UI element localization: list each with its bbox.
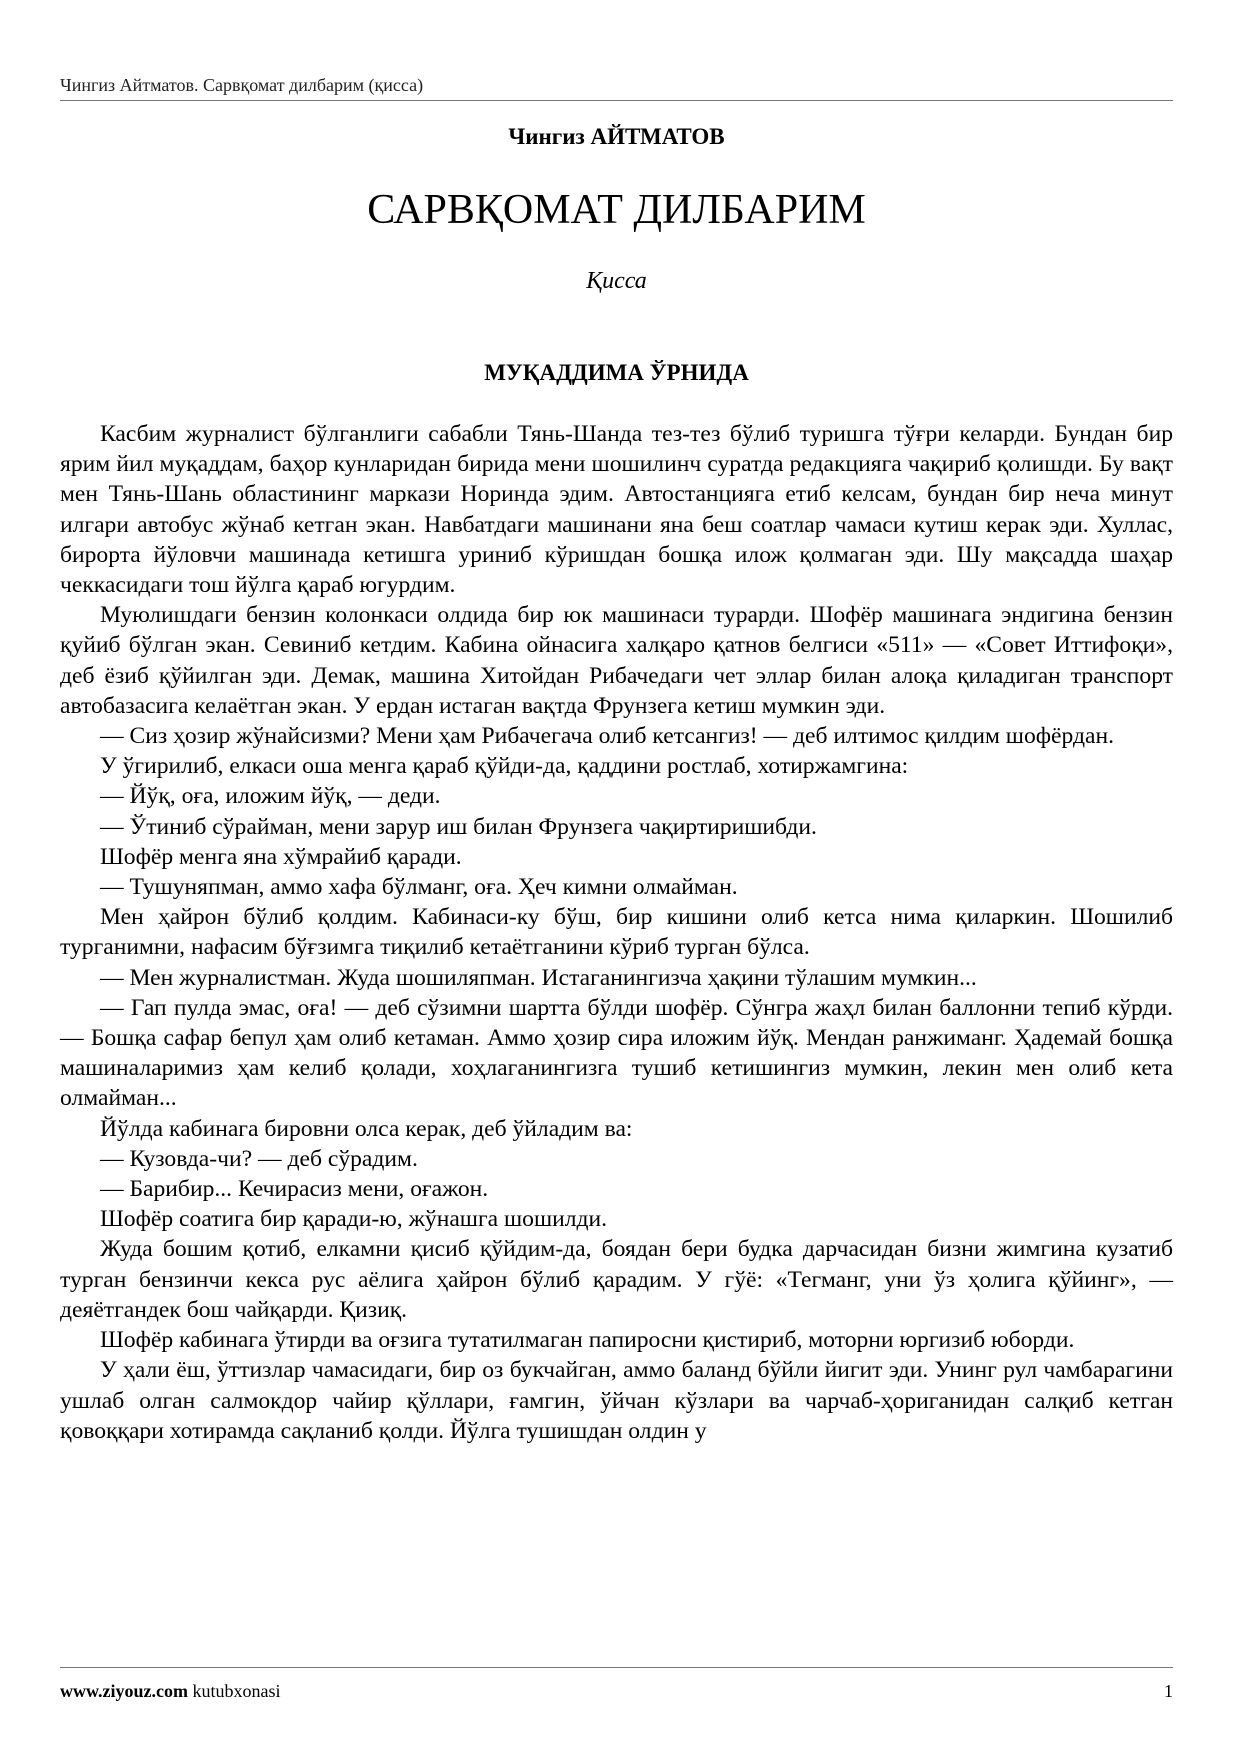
page-number: 1 (1164, 1681, 1173, 1701)
paragraph: Йўлда кабинага бировни олса керак, деб ўйладим ва: (100, 1115, 633, 1142)
paragraph: Мен ҳайрон бўлиб қолдим. Кабинаси-ку бўш, бир кишини олиб кетса нима қиларкин. Шошилиб турганимни, нафасим бўғзимга тиқилиб кетаётганини кўриб турган бўлса. (60, 904, 1173, 961)
footer-library-label: kutubxonasi (192, 1681, 281, 1701)
paragraph: Шофёр кабинага ўтирди ва оғзига тутатилмаган папиросни қистириб, моторни юргизиб юборди. (100, 1327, 1075, 1354)
running-header: Чингиз Айтматов. Сарвқомат дилбарим (қисса) (60, 75, 424, 95)
paragraph: — Гап пулда эмас, оға! — деб сўзимни шартта бўлди шофёр. Сўнгра жаҳл билан баллонни тепиб кўрди. — Бошқа сафар бепул ҳам олиб кетаман. Аммо ҳозир сира иложим йўқ. Мендан ранжиманг. Ҳадемай бошқа машиналаримиз ҳам келиб қолади, хоҳлаганингизга тушиб кетишингиз мумкин, лекин мен олиб кета олмайман... (60, 994, 1173, 1112)
page-footer (60, 1680, 1173, 1702)
paragraph: Шофёр менга яна хўмрайиб қаради. (100, 843, 462, 870)
book-title: САРВҚОМАТ ДИЛБАРИМ (367, 187, 866, 233)
paragraph: — Тушуняпман, аммо хафа бўлманг, оға. Ҳеч кимни олмайман. (100, 874, 738, 901)
paragraph: Жуда бошим қотиб, елкамни қисиб қўйдим-да, боядан бери будка дарчасидан бизни жимгина кузатиб турган бензинчи кекса рус аёлига ҳайрон бўлиб қарадим. У гўё: «Тегманг, уни ўз ҳолига қўйинг», — деяётгандек бош чайқарди. Қизиқ. (60, 1236, 1173, 1323)
footer-site-link[interactable]: www.ziyouz.com (60, 1681, 188, 1701)
paragraph: Муюлишдаги бензин колонкаси олдида бир юк машинаси турарди. Шофёр машинага эндигина бензин қуйиб бўлган экан. Севиниб кетдим. Кабина ойнасига халқаро қатнов белгиси «511» — «Совет Иттифоқи», деб ёзиб қўйилган эди. Демак, машина Хитойдан Рибачедаги чет эллар билан алоқа қиладиган транспорт автобазасига келаётган экан. У ердан истаган вақтда Фрунзега кетиш мумкин эди. (60, 602, 1173, 719)
header-divider (60, 100, 1173, 101)
footer-divider (60, 1667, 1173, 1668)
author-name: Чингиз АЙТМАТОВ (508, 124, 725, 149)
section-heading: МУҚАДДИМА ЎРНИДА (484, 360, 749, 385)
body-text (60, 419, 1173, 1446)
paragraph: Касбим журналист бўлганлиги сабабли Тянь-Шанда тез-тез бўлиб туришга тўғри келарди. Бундан бир ярим йил муқаддам, баҳор кунларидан бирида мени шошилинч суратда редакцияга чақириб қолишди. Бу вақт мен Тянь-Шань областининг маркази Норинда эдим. Автостанцияга етиб келсам, бундан бир неча минут илгари автобус жўнаб кетган экан. Навбатдаги машинани яна беш соатлар чамаси кутиш керак эди. Хуллас, бирорта йўловчи машинада кетишга уриниб кўришдан бошқа илож қолмаган эди. Шу мақсадда шаҳар чеккасидаги тош йўлга қараб югурдим. (60, 421, 1173, 599)
paragraph: — Йўқ, оға, иложим йўқ, — деди. (100, 783, 441, 810)
paragraph: — Мен журналистман. Жуда шошиляпман. Истаганингизча ҳақини тўлашим мумкин... (100, 964, 977, 991)
genre-subtitle: Қисса (586, 268, 647, 294)
paragraph: У ўгирилиб, елкаси оша менга қараб қўйди-да, қаддини ростлаб, хотиржамгина: (100, 753, 909, 780)
paragraph: — Барибир... Кечирасиз мени, оғажон. (100, 1176, 489, 1203)
paragraph: Шофёр соатига бир қаради-ю, жўнашга шошилди. (100, 1206, 608, 1233)
paragraph: — Ўтиниб сўрайман, мени зарур иш билан Фрунзега чақиртиришибди. (100, 813, 817, 840)
paragraph: — Сиз ҳозир жўнайсизми? Мени ҳам Рибачегача олиб кетсангиз! — деб илтимос қилдим шофёрдан. (100, 723, 1114, 750)
paragraph: У ҳали ёш, ўттизлар чамасидаги, бир оз букчайган, аммо баланд бўйли йигит эди. Унинг рул чамбарагини ушлаб олган салмокдор чайир қўллари, ғамгин, ўйчан кўзлари ва чарчаб-ҳориганидан салқиб кетган қовоққари хотирамда сақланиб қолди. Йўлга тушишдан олдин у (60, 1357, 1173, 1444)
paragraph: — Кузовда-чи? — деб сўрадим. (100, 1145, 418, 1172)
